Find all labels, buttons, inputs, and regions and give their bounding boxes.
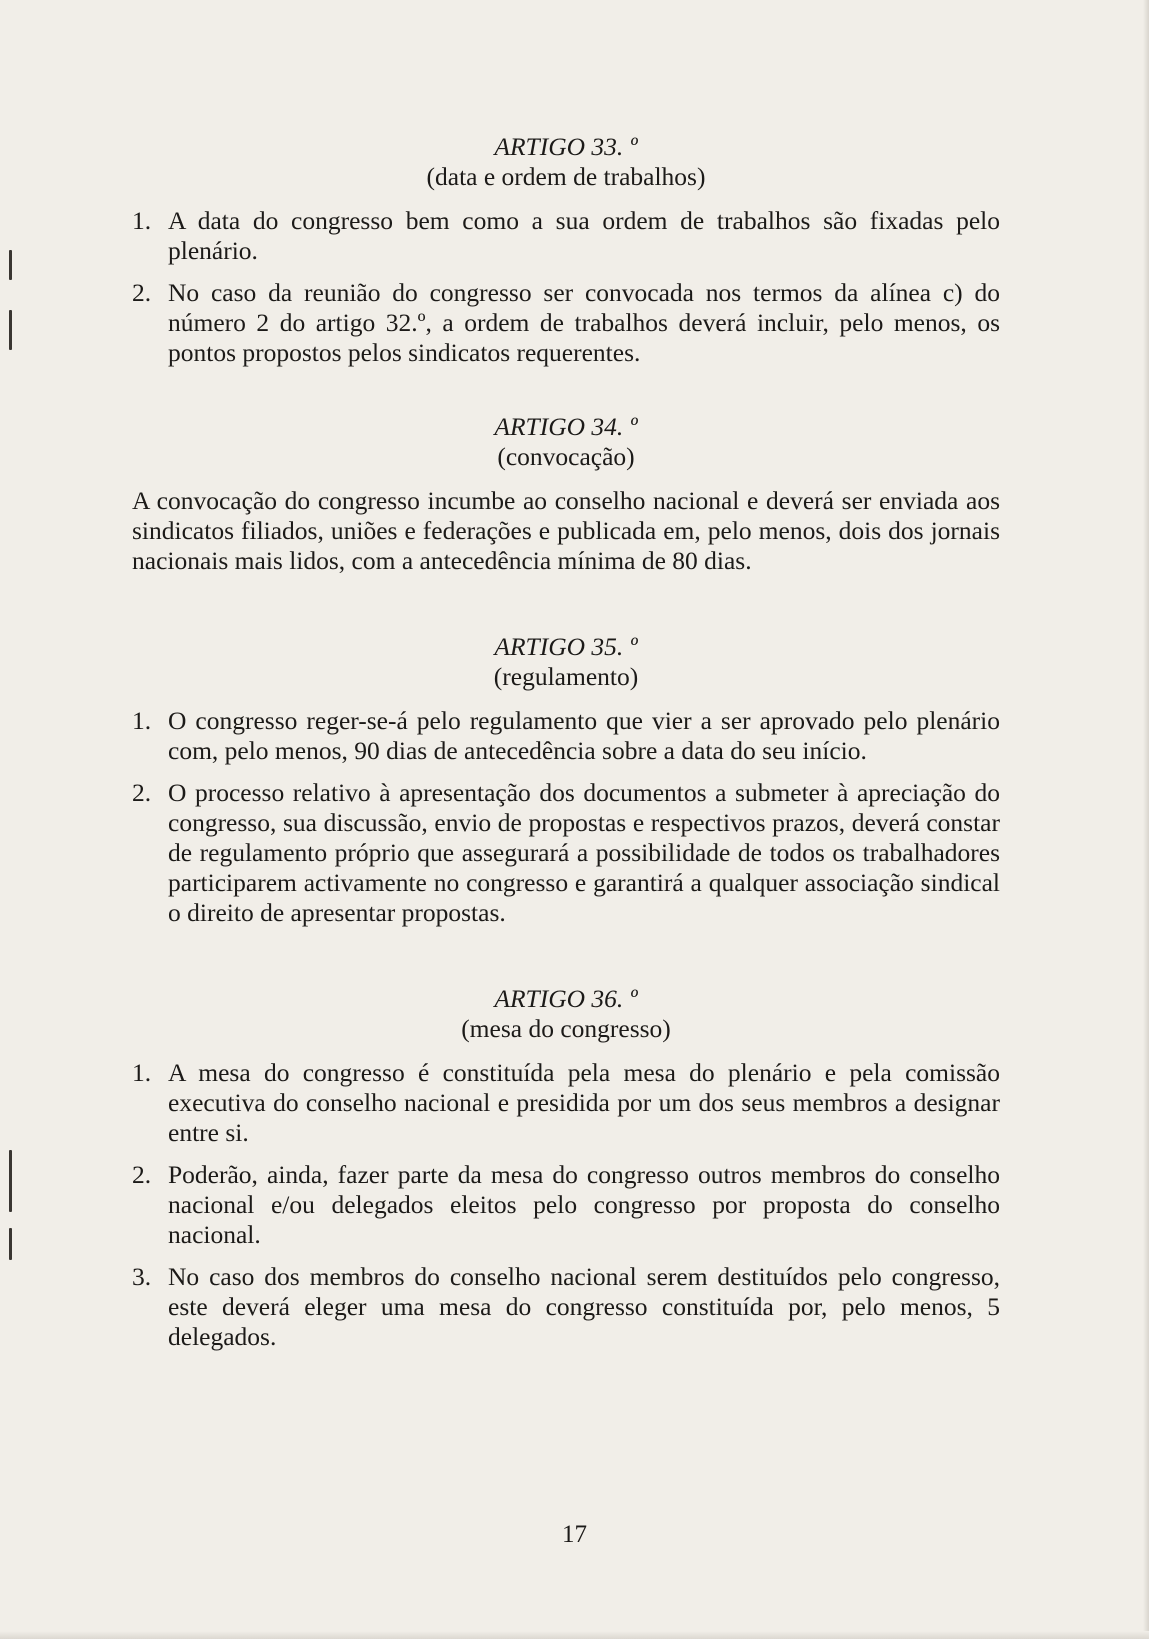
item-text: A mesa do congresso é constituída pela mesa do plenário e pela comissão executiva do conselho nacional e presidida por um dos seus membros a designar entre si. [168, 1058, 1000, 1147]
article-subtitle: (mesa do congresso) [461, 1014, 671, 1043]
article-33 [132, 132, 1000, 368]
item-text: No caso da reunião do congresso ser convocada nos termos da alínea c) do número 2 do artigo 32.º, a ordem de trabalhos deverá incluir, pelo menos, os pontos propostos pelos sindicatos requerentes. [168, 278, 1000, 367]
item-number: 2. [132, 278, 152, 307]
item-number: 2. [132, 1160, 152, 1189]
page-edge-shadow [1143, 0, 1149, 1639]
item-text: A data do congresso bem como a sua ordem de trabalhos são fixadas pelo plenário. [168, 206, 1000, 265]
item-text: O processo relativo à apresentação dos documentos a submeter à apreciação do congresso, sua discussão, envio de propostas e respectivos prazos, deverá constar de regulamento próprio que assegurará a possibilidade de todos os trabalhadores participarem activamente no congresso e garantirá a qualquer associação sindical o direito de apresentar propostas. [168, 778, 1000, 927]
list-item [132, 1262, 1000, 1352]
article-35 [132, 632, 1000, 928]
article-36 [132, 984, 1000, 1352]
article-subtitle: (convocação) [497, 442, 635, 471]
article-paragraph: A convocação do congresso incumbe ao conselho nacional e deverá ser enviada aos sindicatos filiados, uniões e federações e publicada em, pelo menos, dois dos jornais nacionais mais lidos, com a antecedência mínima de 80 dias. [132, 486, 1000, 575]
page-number: 17 [562, 1521, 587, 1548]
article-34 [132, 412, 1000, 576]
list-item [132, 1160, 1000, 1250]
item-text: O congresso reger-se-á pelo regulamento que vier a ser aprovado pelo plenário com, pelo menos, 90 dias de antecedência sobre a data do seu início. [168, 706, 1000, 765]
article-title: ARTIGO 36. º [494, 984, 638, 1013]
list-item [132, 706, 1000, 766]
article-title: ARTIGO 35. º [494, 632, 638, 661]
item-number: 1. [132, 1058, 152, 1087]
article-title: ARTIGO 34. º [494, 412, 638, 441]
page-bottom-edge [0, 1631, 1149, 1639]
list-item [132, 206, 1000, 266]
item-number: 2. [132, 778, 152, 807]
article-title: ARTIGO 33. º [494, 132, 638, 161]
list-item [132, 1058, 1000, 1148]
list-item [132, 278, 1000, 368]
item-text: No caso dos membros do conselho nacional serem destituídos pelo congresso, este deverá eleger uma mesa do congresso constituída por, pelo menos, 5 delegados. [168, 1262, 1000, 1351]
binding-mark [9, 1150, 12, 1212]
item-number: 3. [132, 1262, 152, 1291]
binding-mark [9, 1228, 12, 1260]
article-subtitle: (data e ordem de trabalhos) [426, 162, 706, 191]
binding-mark [9, 310, 12, 350]
item-text: Poderão, ainda, fazer parte da mesa do congresso outros membros do conselho nacional e/ou delegados eleitos pelo congresso por proposta do conselho nacional. [168, 1160, 1000, 1249]
item-number: 1. [132, 706, 152, 735]
binding-mark [9, 250, 12, 280]
item-number: 1. [132, 206, 152, 235]
article-subtitle: (regulamento) [493, 662, 639, 691]
page-content [132, 132, 1000, 1364]
list-item [132, 778, 1000, 928]
